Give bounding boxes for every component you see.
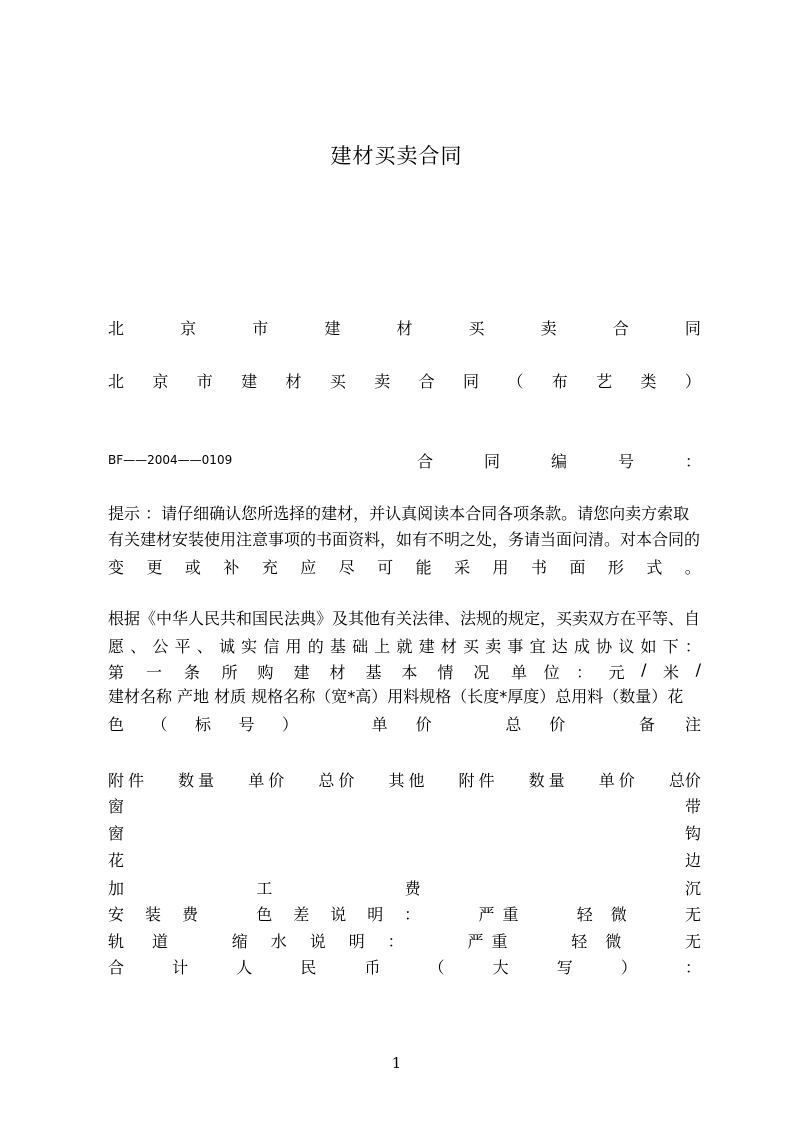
total-row-char: 币 <box>364 957 381 977</box>
article-1-line <box>108 658 701 684</box>
char: 可 <box>377 557 394 577</box>
char: 水 <box>270 931 287 951</box>
char: 材 <box>440 636 457 656</box>
char: 市 <box>252 318 269 338</box>
char: 宜 <box>529 636 546 656</box>
char: 下 <box>662 636 679 656</box>
char: 轻 <box>571 931 588 951</box>
char: 注 <box>684 714 701 734</box>
char: 安 <box>108 904 125 924</box>
char: 卖 <box>540 318 557 338</box>
heading2-char: （ <box>507 371 524 391</box>
char: 号 <box>238 714 255 734</box>
char: 本 <box>401 662 418 682</box>
unit-label <box>511 660 701 683</box>
side-row <box>108 792 701 818</box>
contract-label-char: 编 <box>550 451 567 471</box>
char: ： <box>404 904 421 924</box>
char: 信 <box>263 636 280 656</box>
char: 重 <box>491 931 508 951</box>
processing-cell: 工 <box>256 878 273 898</box>
char: 色 <box>256 904 273 924</box>
attachment-cell: 数量 <box>178 770 219 790</box>
rail-row <box>108 927 701 953</box>
char: 明 <box>348 931 365 951</box>
none-label: 无 <box>684 931 701 951</box>
total-row-char: ） <box>620 957 637 977</box>
char: 建 <box>418 636 435 656</box>
char: 条 <box>183 662 200 682</box>
char: 同 <box>684 318 701 338</box>
total-row-char: （ <box>428 957 445 977</box>
char: 装 <box>144 904 161 924</box>
char: 合 <box>612 318 629 338</box>
processing-cell: 费 <box>404 878 421 898</box>
side-row-right: 边 <box>684 850 701 870</box>
color-diff-label <box>256 902 420 925</box>
heading2-char: 同 <box>463 371 480 391</box>
char: 更 <box>146 557 163 577</box>
char: 、 <box>196 636 213 656</box>
char: 位 <box>543 662 560 682</box>
char: 公 <box>152 636 169 656</box>
char: 微 <box>605 931 622 951</box>
processing-cell: 沉 <box>684 878 701 898</box>
char: 说 <box>330 904 347 924</box>
char: 第 <box>108 662 125 682</box>
total-row-char: 大 <box>492 957 509 977</box>
rail-label <box>108 929 168 952</box>
document-title: 建材买卖合同 <box>330 144 463 168</box>
char: 用 <box>285 636 302 656</box>
attachment-cell: 附件 <box>458 770 499 790</box>
char: ： <box>684 636 701 656</box>
char: 上 <box>374 636 391 656</box>
total-row-char: 合 <box>108 957 125 977</box>
char: 米 <box>663 662 680 682</box>
char: 单 <box>511 662 528 682</box>
char: 备 <box>638 714 655 734</box>
char: 重 <box>502 904 519 924</box>
char: 基 <box>365 662 382 682</box>
side-row-left: 窗 <box>108 796 125 816</box>
char: 明 <box>367 904 384 924</box>
contract-code: BF——2004——0109 <box>108 453 233 467</box>
heading2-char: 卖 <box>374 371 391 391</box>
char: 采 <box>454 557 471 577</box>
char: 、 <box>130 636 147 656</box>
char: 变 <box>108 557 125 577</box>
char: 单 <box>371 714 388 734</box>
heading2-char: 京 <box>152 371 169 391</box>
char: 色 <box>108 714 125 734</box>
char: 买 <box>463 636 480 656</box>
char: 差 <box>293 904 310 924</box>
attachment-cell: 单价 <box>598 770 639 790</box>
char: 协 <box>596 636 613 656</box>
heading2-char: 艺 <box>596 371 613 391</box>
char: 成 <box>573 636 590 656</box>
char: 卖 <box>485 636 502 656</box>
total-row-char: ： <box>684 957 701 977</box>
total-row-char: 民 <box>300 957 317 977</box>
char: 如 <box>640 636 657 656</box>
char: 就 <box>396 636 413 656</box>
heading2-char: 买 <box>329 371 346 391</box>
notice-line-3 <box>108 553 701 579</box>
processing-cell: 加 <box>108 878 125 898</box>
char: 或 <box>184 557 201 577</box>
char: 轨 <box>108 931 125 951</box>
attachment-cell: 单价 <box>248 770 289 790</box>
char: 严 <box>467 931 484 951</box>
total-row-char: 写 <box>556 957 573 977</box>
char: 能 <box>415 557 432 577</box>
char: 元 <box>608 662 625 682</box>
char: 价 <box>549 714 566 734</box>
heading-line-2 <box>108 367 701 393</box>
contract-number-line <box>108 447 701 473</box>
char: 一 <box>145 662 162 682</box>
char: 础 <box>352 636 369 656</box>
heading2-char: 布 <box>551 371 568 391</box>
install-fee-label <box>108 902 198 925</box>
char: 基 <box>329 636 346 656</box>
char: 情 <box>437 662 454 682</box>
table-header-line: 建材名称 产地 材质 规格名称（宽*高）用料规格（长度*厚度）总用料（数量）花 <box>108 687 684 706</box>
shrinkage-label <box>232 929 404 952</box>
install-row <box>108 900 701 926</box>
article-heading <box>222 660 490 683</box>
char: / <box>695 659 701 679</box>
char: ） <box>281 714 298 734</box>
char: 的 <box>307 636 324 656</box>
table-header-row <box>108 710 701 736</box>
notice-line-2: 有关建材安装使用注意事项的书面资料，如有不明之处，务请当面问清。对本合同的 <box>108 530 701 549</box>
contract-label-char: 合 <box>416 451 433 471</box>
total-amount-row <box>108 953 701 979</box>
side-row-right: 钩 <box>684 823 701 843</box>
char: 书 <box>530 557 547 577</box>
char: 愿 <box>108 636 125 656</box>
side-row-left: 花 <box>108 850 125 870</box>
contract-label-char: 同 <box>483 451 500 471</box>
contract-label-char: ： <box>684 451 701 471</box>
contract-label-char: 号 <box>617 451 634 471</box>
attachment-cell: 其他 <box>388 770 429 790</box>
char: ： <box>576 662 593 682</box>
char: 价 <box>415 714 432 734</box>
total-row-char: 人 <box>236 957 253 977</box>
char: 说 <box>309 931 326 951</box>
char: 形 <box>607 557 624 577</box>
char: 式 <box>646 557 663 577</box>
attachment-cell: 附件 <box>108 770 149 790</box>
char: / <box>641 659 647 679</box>
char: 况 <box>473 662 490 682</box>
heading2-char: 材 <box>285 371 302 391</box>
char: 补 <box>223 557 240 577</box>
side-row <box>108 819 701 845</box>
color-code-header <box>108 712 298 735</box>
char: 材 <box>396 318 413 338</box>
processing-fee-row <box>108 874 701 900</box>
slight-label <box>571 929 621 952</box>
slight-label <box>577 902 627 925</box>
char: 京 <box>180 318 197 338</box>
char: 总 <box>505 714 522 734</box>
heading2-char: 类 <box>640 371 657 391</box>
char: 建 <box>324 318 341 338</box>
remarks-header <box>639 712 701 735</box>
attachment-cell: 总价 <box>318 770 359 790</box>
char: 缩 <box>231 931 248 951</box>
char: 所 <box>221 662 238 682</box>
char: 微 <box>610 904 627 924</box>
severe-label <box>467 929 507 952</box>
char: 。 <box>684 557 701 577</box>
intro-line-2 <box>108 632 701 658</box>
char: 严 <box>478 904 495 924</box>
char: 标 <box>194 714 211 734</box>
char: 材 <box>329 662 346 682</box>
char: 应 <box>300 557 317 577</box>
severe-label <box>478 902 518 925</box>
char: 面 <box>569 557 586 577</box>
heading2-char: 合 <box>418 371 435 391</box>
char: 达 <box>551 636 568 656</box>
attachment-cell: 数量 <box>528 770 569 790</box>
side-row-right: 带 <box>684 796 701 816</box>
article-number <box>108 660 200 683</box>
attachments-row <box>108 766 701 792</box>
total-row-char: 计 <box>172 957 189 977</box>
char: 轻 <box>576 904 593 924</box>
char: 费 <box>181 904 198 924</box>
char: 平 <box>174 636 191 656</box>
char: 尽 <box>338 557 355 577</box>
heading2-char: ） <box>684 371 701 391</box>
total-price-header <box>505 712 565 735</box>
char: 诚 <box>218 636 235 656</box>
char: 用 <box>492 557 509 577</box>
intro-line-1: 根据《中华人民共和国民法典》及其他有关法律、法规的规定，买卖双方在平等、自 <box>108 609 701 628</box>
char: 买 <box>468 318 485 338</box>
char: ： <box>387 931 404 951</box>
char: 议 <box>618 636 635 656</box>
char: 实 <box>241 636 258 656</box>
char: （ <box>151 714 168 734</box>
notice-line-1: 提示 ：请仔细确认您所选择的建材，并认真阅读本合同各项条款。请您向卖方索取 <box>108 504 690 523</box>
page-number: 1 <box>391 1054 402 1072</box>
heading-line-1 <box>108 314 701 340</box>
side-row <box>108 846 701 872</box>
heading2-char: 北 <box>108 371 125 391</box>
side-row-left: 窗 <box>108 823 125 843</box>
char: 建 <box>293 662 310 682</box>
char: 道 <box>151 931 168 951</box>
char: 购 <box>257 662 274 682</box>
heading2-char: 市 <box>196 371 213 391</box>
heading2-char: 建 <box>241 371 258 391</box>
unit-price-header <box>372 712 432 735</box>
attachment-cell: 总价 <box>668 770 701 790</box>
char: 事 <box>507 636 524 656</box>
none-label: 无 <box>684 904 701 924</box>
char: 北 <box>108 318 125 338</box>
char: 充 <box>261 557 278 577</box>
